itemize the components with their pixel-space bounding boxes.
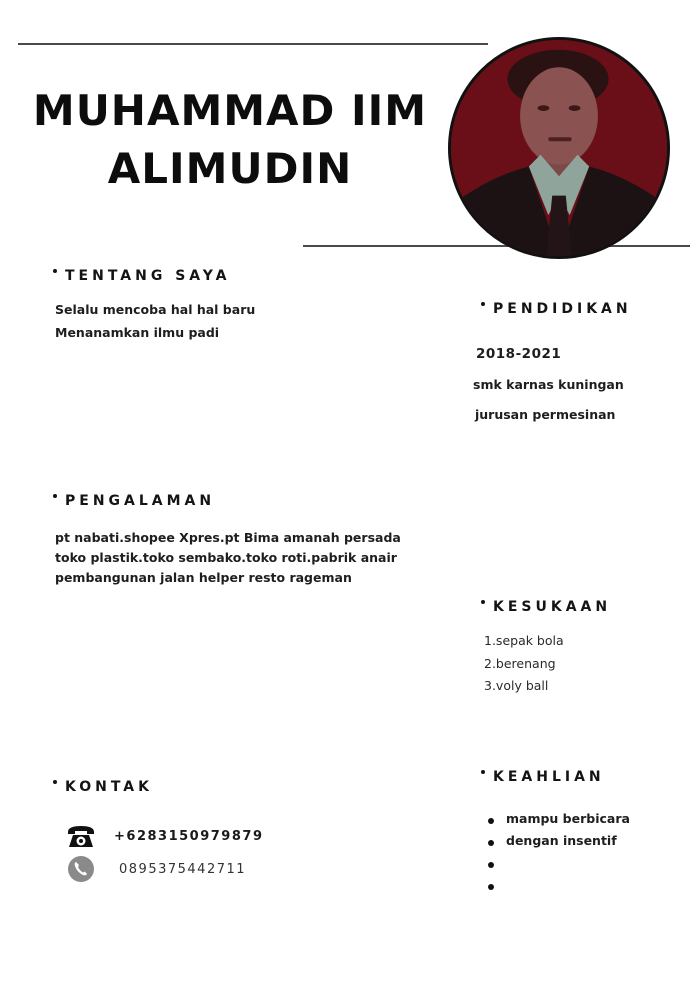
education-years: 2018-2021: [476, 346, 562, 362]
about-line-2: Menanamkan ilmu padi: [55, 325, 220, 340]
bullet-icon: [53, 494, 57, 498]
experience-line-1: pt nabati.shopee Xpres.pt Bima amanah persada: [55, 530, 401, 545]
experience-heading: PENGALAMAN: [53, 493, 215, 509]
contact-phone-row: [66, 822, 263, 850]
telephone-icon: [66, 822, 96, 850]
phone-number[interactable]: +6283150979879: [114, 828, 264, 844]
bullet-icon: [488, 818, 494, 824]
education-heading: PENDIDIKAN: [481, 301, 632, 317]
about-heading: TENTANG SAYA: [53, 268, 230, 284]
hobby-item: 1.sepak bola: [484, 633, 564, 648]
name-line-2: ALIMUDIN: [107, 144, 353, 193]
skills-heading: KEAHLIAN: [481, 769, 605, 785]
skill-item: [488, 874, 630, 896]
bullet-icon: [488, 884, 494, 890]
experience-line-2: toko plastik.toko sembako.toko roti.pabrik anair: [55, 550, 397, 565]
bullet-icon: [488, 862, 494, 868]
bullet-icon: [53, 780, 57, 784]
bullet-icon: [481, 770, 485, 774]
whatsapp-number[interactable]: 0895375442711: [119, 861, 247, 877]
skill-item: [488, 852, 630, 874]
about-line-1: Selalu mencoba hal hal baru: [55, 302, 256, 317]
experience-line-3: pembangunan jalan helper resto rageman: [55, 570, 352, 585]
hobbies-list: [484, 630, 564, 698]
name-line-1: MUHAMMAD IIM: [32, 86, 428, 135]
education-major: jurusan permesinan: [475, 407, 616, 422]
hobbies-heading: KESUKAAN: [481, 599, 611, 615]
contact-whatsapp-row: [66, 855, 246, 883]
skills-list: [488, 808, 630, 896]
profile-photo: [448, 37, 670, 259]
skill-item: mampu berbicara: [488, 808, 630, 830]
portrait-illustration: [451, 40, 667, 256]
skill-item: dengan insentif: [488, 830, 630, 852]
whatsapp-phone-icon: [66, 855, 96, 883]
bullet-icon: [488, 840, 494, 846]
hobby-item: 2.berenang: [484, 655, 556, 671]
top-divider-line: [18, 43, 488, 45]
full-name: [20, 82, 440, 198]
bullet-icon: [481, 600, 485, 604]
bullet-icon: [481, 302, 485, 306]
contact-heading: KONTAK: [53, 779, 153, 795]
bottom-divider-line: [303, 245, 690, 247]
education-school: smk karnas kuningan: [473, 377, 624, 392]
bullet-icon: [53, 269, 57, 273]
hobby-item: 3.voly ball: [484, 678, 549, 693]
